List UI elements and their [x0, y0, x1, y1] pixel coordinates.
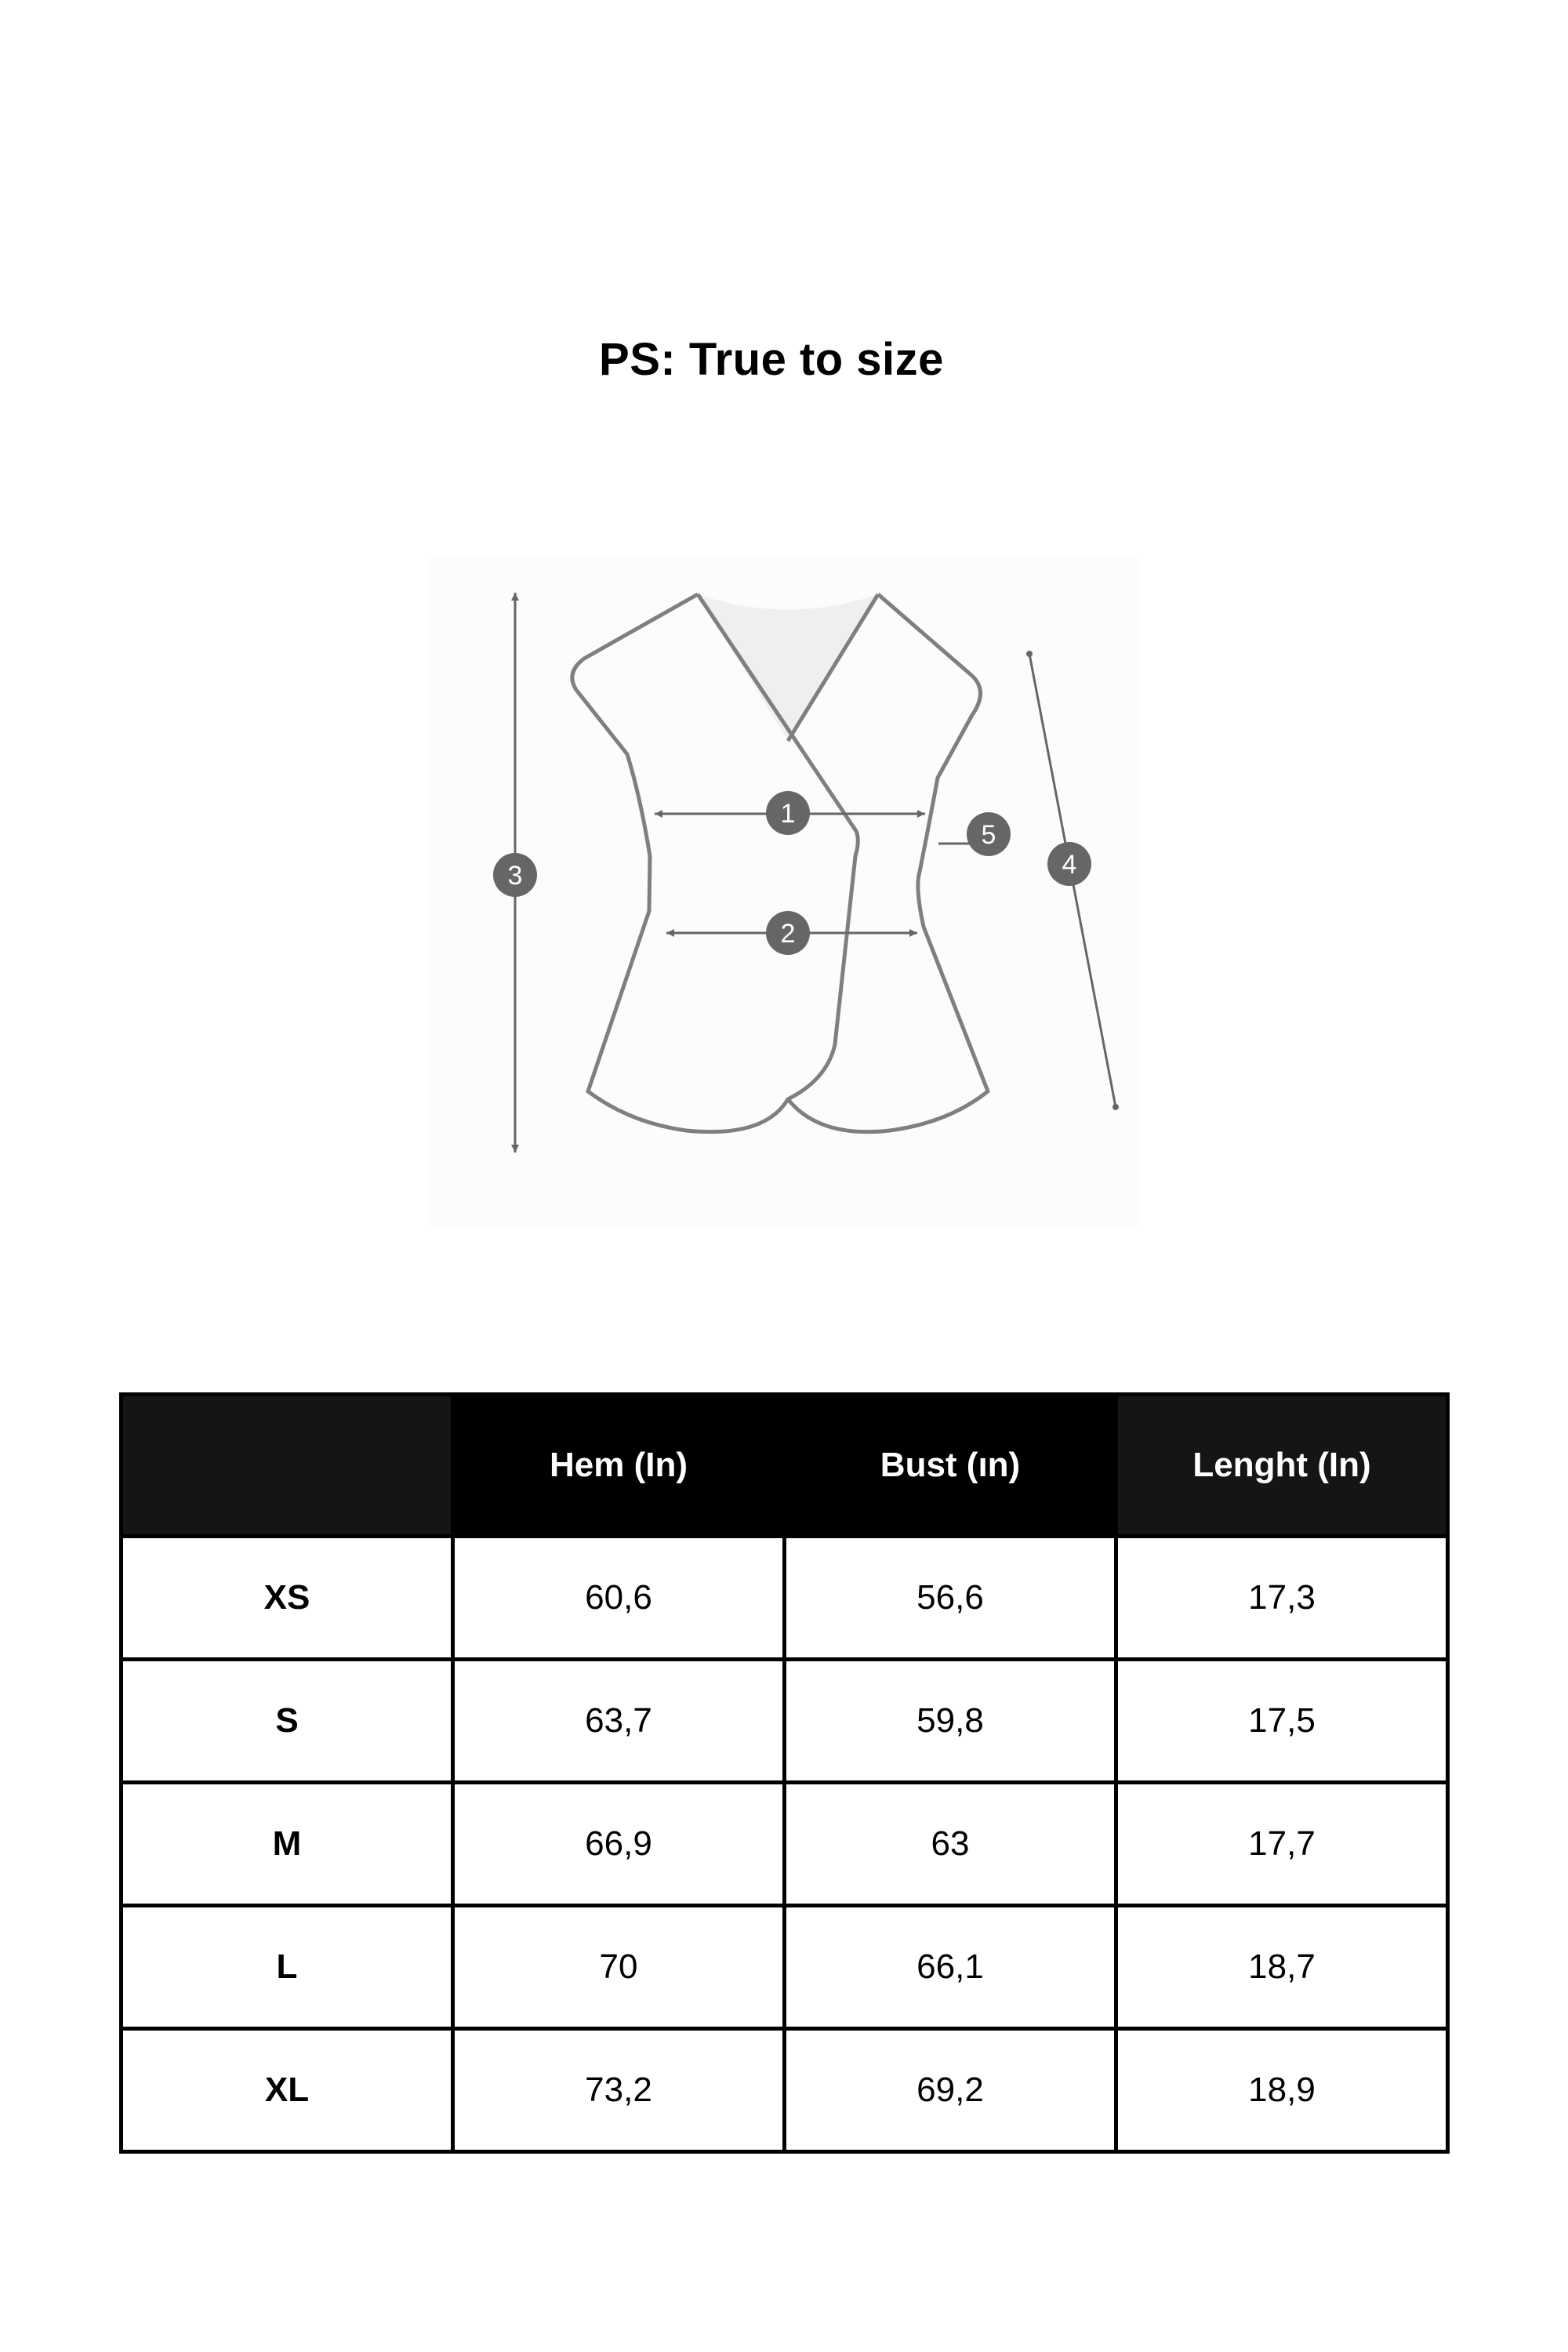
- garment-measurement-diagram: [427, 558, 1141, 1226]
- table-row: [122, 1906, 1448, 2029]
- hem-cell: 70: [453, 1906, 785, 2029]
- length-cell: 18,7: [1116, 1906, 1448, 2029]
- bust-cell: 59,8: [785, 1660, 1116, 1783]
- bust-cell: 69,2: [785, 2029, 1116, 2152]
- size-cell: L: [122, 1906, 453, 2029]
- marker-3-badge: [493, 853, 537, 897]
- length-cell: 17,3: [1116, 1537, 1448, 1660]
- size-cell: XL: [122, 2029, 453, 2152]
- header-hem: Hem (In): [453, 1395, 785, 1537]
- marker-5-label: 5: [981, 820, 996, 850]
- length-cell: 18,9: [1116, 2029, 1448, 2152]
- marker-2-badge: [766, 911, 810, 955]
- bust-cell: 63: [785, 1783, 1116, 1906]
- table-row: [122, 1537, 1448, 1660]
- size-cell: M: [122, 1783, 453, 1906]
- header-size: [122, 1395, 453, 1537]
- table-row: [122, 1660, 1448, 1783]
- marker-1-badge: [766, 791, 810, 835]
- hem-cell: 73,2: [453, 2029, 785, 2152]
- hem-cell: 66,9: [453, 1783, 785, 1906]
- size-chart-table: [119, 1392, 1450, 2154]
- marker-4-badge: [1047, 842, 1091, 886]
- table-header-row: [122, 1395, 1448, 1537]
- header-length: Lenght (In): [1116, 1395, 1448, 1537]
- marker-3-label: 3: [507, 861, 523, 891]
- marker-1-label: 1: [780, 799, 796, 829]
- length-cell: 17,5: [1116, 1660, 1448, 1783]
- marker-2-label: 2: [780, 919, 796, 949]
- marker-5-badge: [967, 812, 1011, 856]
- hem-cell: 60,6: [453, 1537, 785, 1660]
- page-title: PS: True to size: [599, 334, 944, 385]
- size-cell: XS: [122, 1537, 453, 1660]
- marker-4-label: 4: [1062, 850, 1077, 880]
- hem-cell: 63,7: [453, 1660, 785, 1783]
- length-cell: 17,7: [1116, 1783, 1448, 1906]
- bust-cell: 56,6: [785, 1537, 1116, 1660]
- size-cell: S: [122, 1660, 453, 1783]
- bust-cell: 66,1: [785, 1906, 1116, 2029]
- table-row: [122, 2029, 1448, 2152]
- table-row: [122, 1783, 1448, 1906]
- header-bust: Bust (ın): [785, 1395, 1116, 1537]
